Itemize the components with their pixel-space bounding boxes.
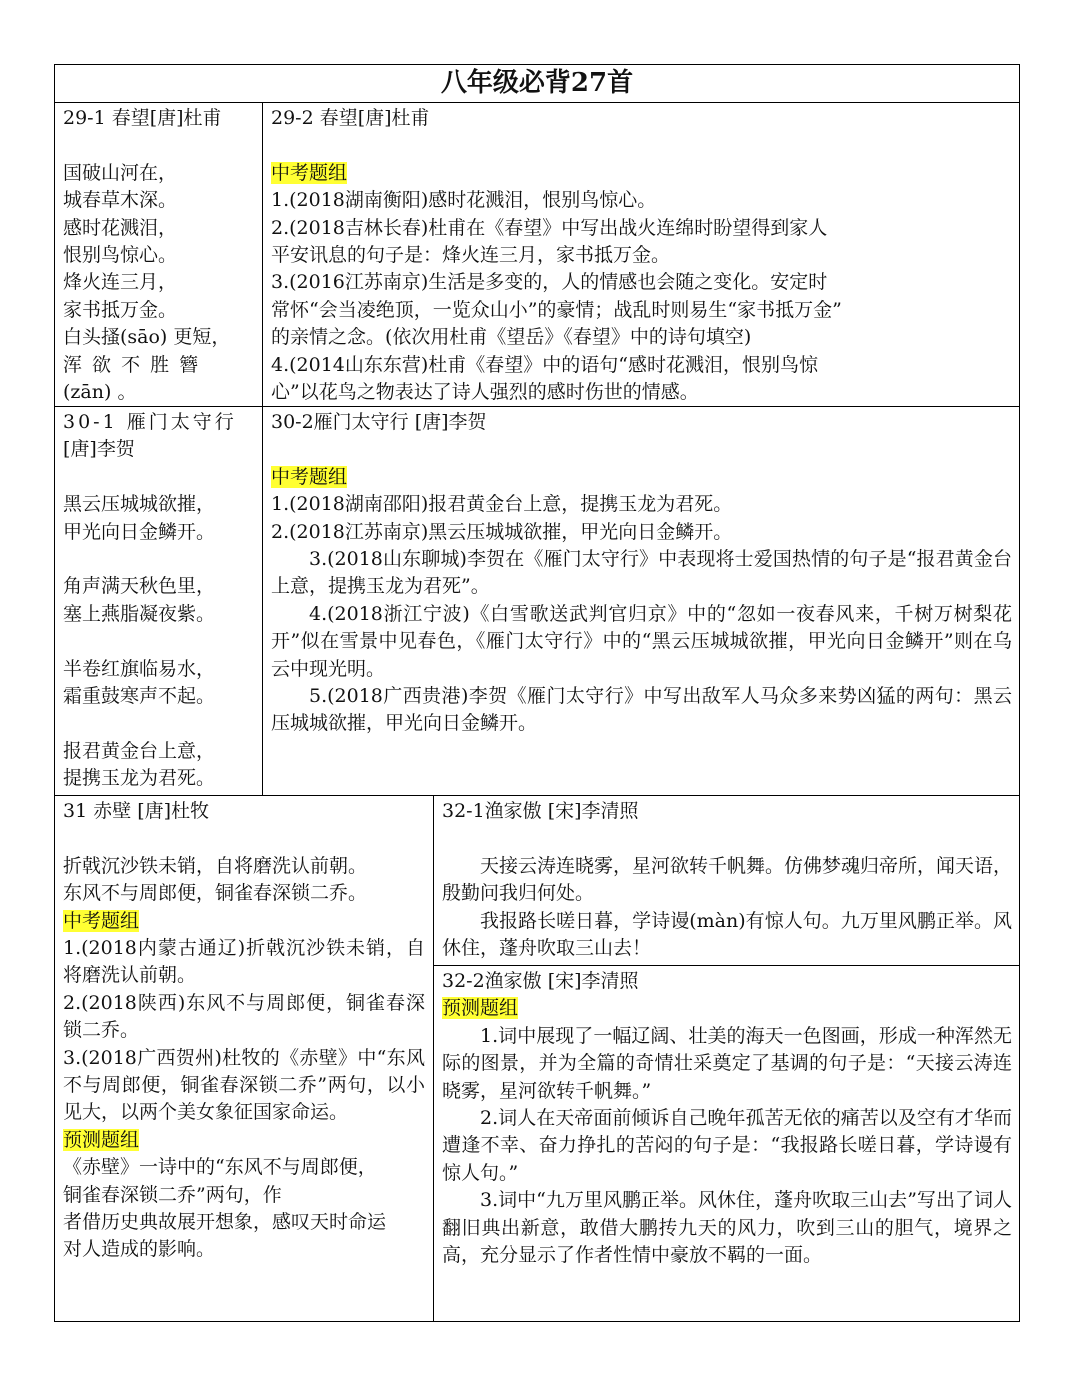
poem-line: 东风不与周郎便，铜雀春深锁二乔。	[63, 882, 368, 905]
poem-line: 塞上燕脂凝夜紫。	[63, 602, 216, 625]
section-heading: 32-1渔家傲 [宋]李清照	[442, 800, 639, 822]
poem-line: 黑云压城城欲摧，	[63, 493, 216, 516]
question-paragraph: 4.(2018浙江宁波)《白雪歌送武判官归京》中的“忽如一夜春风来，千树万树梨花开”似在雪景中见春色，《雁门太守行》中的“黑云压城城欲摧，甲光向日金鳞开”则在乌云中现光明。	[271, 602, 1012, 680]
question-line: 《赤壁》一诗中的“东风不与周郎便，	[63, 1156, 377, 1179]
question-line: 铜雀春深锁二乔”两句，作	[63, 1183, 282, 1206]
section-heading-author: [唐]李贺	[63, 438, 135, 461]
section-heading: 29-1 春望[唐]杜甫	[63, 107, 222, 129]
section-heading: 30-1 雁门太守行	[63, 411, 237, 433]
section-heading: 31 赤壁 [唐]杜牧	[63, 800, 210, 822]
question-line: 常怀“会当凌绝顶，一览众山小”的豪情；战乱时则易生“家书抵万金”	[271, 298, 842, 321]
question-line: 平安讯息的句子是：烽火连三月，家书抵万金。	[271, 244, 671, 267]
section-heading: 30-2雁门太守行 [唐]李贺	[271, 411, 487, 433]
question-paragraph: 3.(2018广西贺州)杜牧的《赤壁》中“东风不与周郎便，铜雀春深锁二乔”两句，以小见大，以两个美女象征国家命运。	[63, 1046, 425, 1124]
question-paragraph: 1.词中展现了一幅辽阔、壮美的海天一色图画，形成一种浑然无际的图景，并为全篇的奇情壮采奠定了基调的句子是：“天接云涛连晓雾，星河欲转千帆舞。”	[442, 1024, 1012, 1102]
poem-line: 感时花溅泪，	[63, 216, 178, 239]
question-line: 心”以花鸟之物表达了诗人强烈的感时伤世的情感。	[271, 381, 699, 404]
poem-paragraph: 天接云涛连晓雾，星河欲转千帆舞。仿佛梦魂归帝所，闻天语，殷勤问我归何处。	[442, 854, 1013, 905]
poem-line: 霜重鼓寒声不起。	[63, 685, 216, 708]
poem-line: 烽火连三月，	[63, 271, 178, 294]
group-label-highlight: 中考题组	[271, 465, 348, 488]
question-line: 2.(2018吉林长春)杜甫在《春望》中写出战火连绵时盼望得到家人	[271, 216, 828, 239]
question-line: 1.(2018湖南衡阳)感时花溅泪，恨别鸟惊心。	[271, 189, 657, 212]
poem-line: 城春草木深。	[63, 189, 178, 212]
question-paragraph: 5.(2018广西贵港)李贺《雁门太守行》中写出敌军人马众多来势凶猛的两句：黑云压城城欲摧，甲光向日金鳞开。	[271, 685, 1012, 735]
questions-30-2	[263, 407, 1020, 795]
poem-line: 浑 欲 不 胜 簪	[63, 353, 201, 376]
question-line: 的亲情之念。(依次用杜甫《望岳》《春望》中的诗句填空)	[271, 326, 752, 349]
question-line: 3.(2016江苏南京)生活是多变的，人的情感也会随之变化。安定时	[271, 271, 828, 294]
poem-line: 报君黄金台上意，	[63, 739, 216, 762]
group-label-highlight: 中考题组	[271, 161, 348, 184]
question-paragraph: 2.词人在天帝面前倾诉自己晚年孤苦无依的痛苦以及空有才华而遭逢不幸、奋力挣扎的苦闷的句子是：“我报路长嗟日暮，学诗谩有惊人句。”	[442, 1107, 1012, 1184]
group-label-highlight: 预测题组	[442, 997, 519, 1020]
question-paragraph: 3.词中“九万里风鹏正举。风休住，蓬舟吹取三山去”写出了词人翻旧典出新意，敢借大鹏抟九天的风力，吹到三山的胆气，境界之高，充分显示了作者性情中豪放不羁的一面。	[442, 1189, 1012, 1267]
poem-line: 提携玉龙为君死。	[63, 767, 216, 790]
poem-line: 家书抵万金。	[63, 298, 178, 321]
poem-29-1	[55, 103, 262, 406]
group-label-highlight: 预测题组	[63, 1128, 140, 1151]
poem-line: 折戟沉沙铁未销，自将磨洗认前朝。	[63, 854, 368, 877]
section-heading: 29-2 春望[唐]杜甫	[271, 107, 430, 129]
worksheet-table	[54, 64, 1020, 1322]
poem-line: 甲光向日金鳞开。	[63, 520, 216, 543]
question-paragraph: 2.(2018陕西)东风不与周郎便，铜雀春深锁二乔。	[63, 991, 425, 1042]
question-line: 2.(2018江苏南京)黑云压城城欲摧，甲光向日金鳞开。	[271, 520, 733, 543]
poem-30-1	[55, 407, 262, 795]
question-line: 对人造成的影响。	[63, 1238, 216, 1261]
poem-paragraph: 我报路长嗟日暮，学诗谩(màn)有惊人句。九万里风鹏正举。风休住，蓬舟吹取三山去！	[442, 909, 1012, 960]
poem-line: 半卷红旗临易水，	[63, 657, 216, 680]
poem-line: 国破山河在，	[63, 161, 178, 184]
poem-line: 恨别鸟惊心。	[63, 244, 178, 267]
questions-32-2	[434, 966, 1020, 1322]
question-line: 4.(2014山东东营)杜甫《春望》中的语句“感时花溅泪，恨别鸟惊	[271, 353, 819, 376]
question-paragraph: 3.(2018山东聊城)李贺在《雁门太守行》中表现将士爱国热情的句子是“报君黄金台上意，提携玉龙为君死”。	[271, 548, 1012, 598]
poem-line: 白头搔(sāo) 更短，	[63, 326, 231, 349]
question-line: 1.(2018湖南邵阳)报君黄金台上意，提携玉龙为君死。	[271, 493, 733, 516]
question-paragraph: 1.(2018内蒙古通辽)折戟沉沙铁未销，自将磨洗认前朝。	[63, 937, 425, 987]
questions-29-2	[263, 103, 1020, 406]
group-label-highlight: 中考题组	[63, 909, 140, 932]
poem-32-1	[434, 796, 1020, 965]
section-heading: 32-2渔家傲 [宋]李清照	[442, 970, 639, 992]
poem-line: 角声满天秋色里，	[63, 575, 216, 598]
poem-31	[55, 796, 433, 1322]
page-title: 八年级必背27首	[55, 65, 1019, 103]
question-line: 者借历史典故展开想象，感叹天时命运	[63, 1211, 387, 1234]
poem-line: (zān) 。	[63, 381, 137, 404]
